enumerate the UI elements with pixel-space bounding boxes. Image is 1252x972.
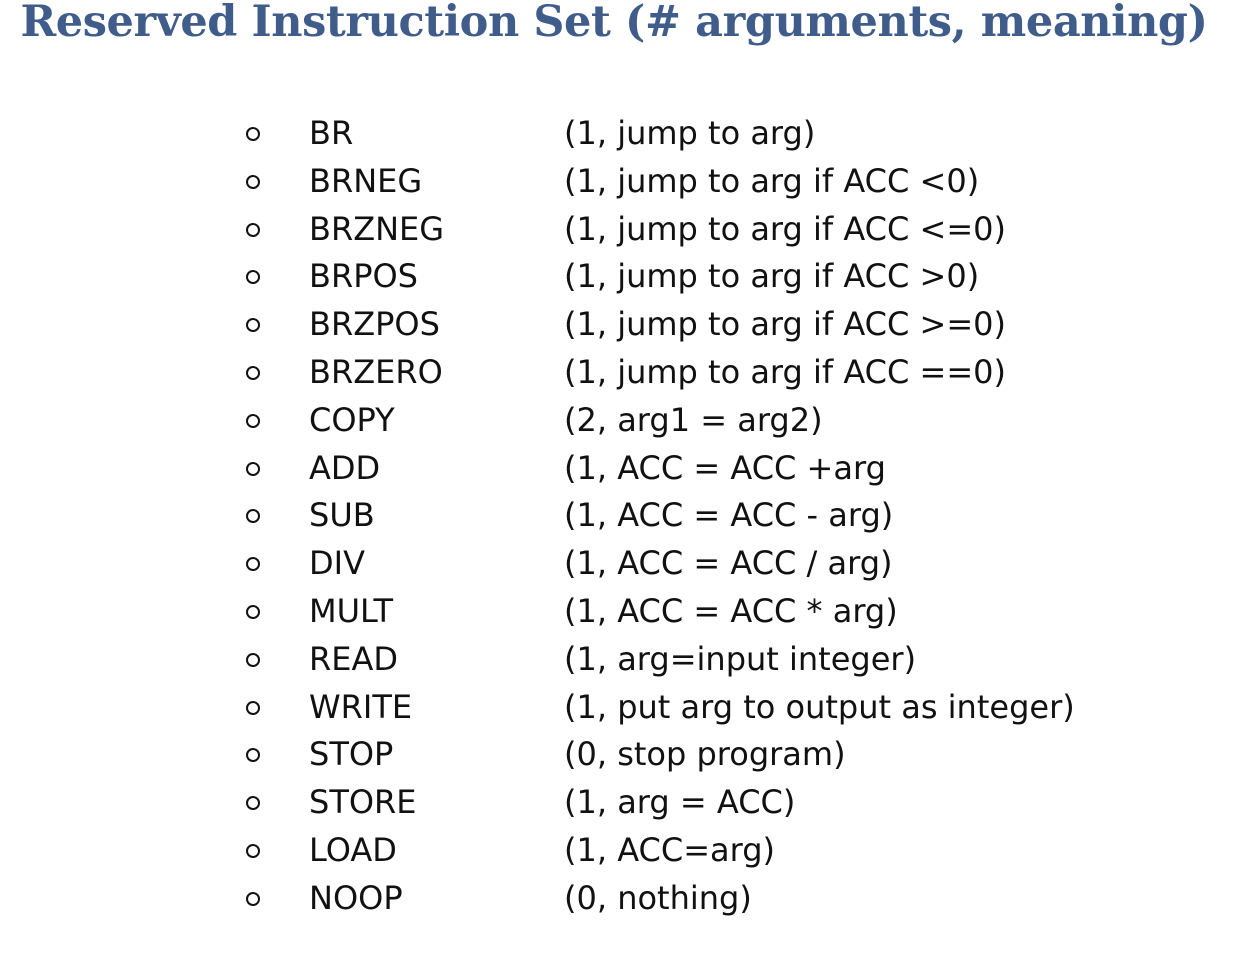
hollow-circle-bullet-icon [246, 557, 260, 571]
instruction-mnemonic: ADD [309, 448, 381, 487]
hollow-circle-bullet-icon [246, 796, 260, 810]
page-title: Reserved Instruction Set (# arguments, meaning) [20, 0, 1208, 47]
instruction-mnemonic: NOOP [309, 878, 403, 917]
instruction-meaning: (1, ACC = ACC * arg) [564, 591, 898, 630]
instruction-meaning: (1, ACC = ACC +arg [564, 448, 886, 487]
hollow-circle-bullet-icon [246, 318, 260, 332]
instruction-row [0, 874, 1252, 922]
instruction-row [0, 157, 1252, 205]
hollow-circle-bullet-icon [246, 892, 260, 906]
instruction-row [0, 252, 1252, 300]
hollow-circle-bullet-icon [246, 175, 260, 189]
hollow-circle-bullet-icon [246, 462, 260, 476]
instruction-meaning: (1, jump to arg) [564, 114, 816, 152]
instruction-mnemonic: BRZPOS [309, 305, 440, 344]
hollow-circle-bullet-icon [246, 653, 260, 667]
instruction-row [0, 109, 1252, 157]
instruction-meaning: (1, ACC = ACC / arg) [564, 544, 893, 583]
instruction-mnemonic: WRITE [309, 687, 413, 726]
hollow-circle-bullet-icon [246, 844, 260, 858]
instruction-mnemonic: BRZERO [309, 352, 443, 391]
hollow-circle-bullet-icon [246, 366, 260, 380]
hollow-circle-bullet-icon [246, 605, 260, 619]
instruction-meaning: (1, jump to arg if ACC <0) [564, 161, 980, 200]
instruction-meaning: (0, stop program) [564, 735, 846, 774]
hollow-circle-bullet-icon [246, 701, 260, 715]
instruction-row [0, 730, 1252, 778]
instruction-list [0, 109, 1252, 922]
instruction-mnemonic: MULT [309, 591, 393, 630]
instruction-meaning: (1, jump to arg if ACC >0) [564, 257, 980, 296]
instruction-meaning: (1, jump to arg if ACC >=0) [564, 305, 1006, 344]
instruction-row [0, 396, 1252, 444]
hollow-circle-bullet-icon [246, 270, 260, 284]
instruction-mnemonic: LOAD [309, 830, 397, 869]
instruction-row [0, 444, 1252, 492]
instruction-mnemonic: BRNEG [309, 161, 423, 200]
instruction-mnemonic: DIV [309, 544, 365, 583]
hollow-circle-bullet-icon [246, 509, 260, 523]
instruction-mnemonic: BRZNEG [309, 209, 445, 248]
instruction-row [0, 491, 1252, 539]
instruction-row [0, 683, 1252, 731]
instruction-mnemonic: READ [309, 639, 398, 678]
instruction-mnemonic: BRPOS [309, 257, 418, 296]
instruction-meaning: (1, arg = ACC) [564, 783, 796, 822]
instruction-meaning: (1, jump to arg if ACC <=0) [564, 209, 1006, 248]
hollow-circle-bullet-icon [246, 127, 260, 141]
instruction-mnemonic: COPY [309, 400, 395, 439]
instruction-meaning: (0, nothing) [564, 878, 752, 917]
instruction-row [0, 539, 1252, 587]
hollow-circle-bullet-icon [246, 414, 260, 428]
hollow-circle-bullet-icon [246, 223, 260, 237]
instruction-meaning: (1, ACC=arg) [564, 830, 776, 869]
instruction-row [0, 826, 1252, 874]
instruction-mnemonic: BR [309, 114, 354, 152]
instruction-row [0, 635, 1252, 683]
instruction-mnemonic: STORE [309, 783, 417, 822]
instruction-row [0, 348, 1252, 396]
instruction-meaning: (1, put arg to output as integer) [564, 687, 1075, 726]
hollow-circle-bullet-icon [246, 748, 260, 762]
instruction-meaning: (1, jump to arg if ACC ==0) [564, 352, 1006, 391]
instruction-mnemonic: SUB [309, 496, 375, 535]
instruction-row [0, 205, 1252, 253]
instruction-row [0, 778, 1252, 826]
instruction-row [0, 587, 1252, 635]
instruction-meaning: (2, arg1 = arg2) [564, 400, 823, 439]
instruction-row [0, 300, 1252, 348]
instruction-mnemonic: STOP [309, 735, 394, 774]
instruction-meaning: (1, arg=input integer) [564, 639, 917, 678]
instruction-meaning: (1, ACC = ACC - arg) [564, 496, 894, 535]
